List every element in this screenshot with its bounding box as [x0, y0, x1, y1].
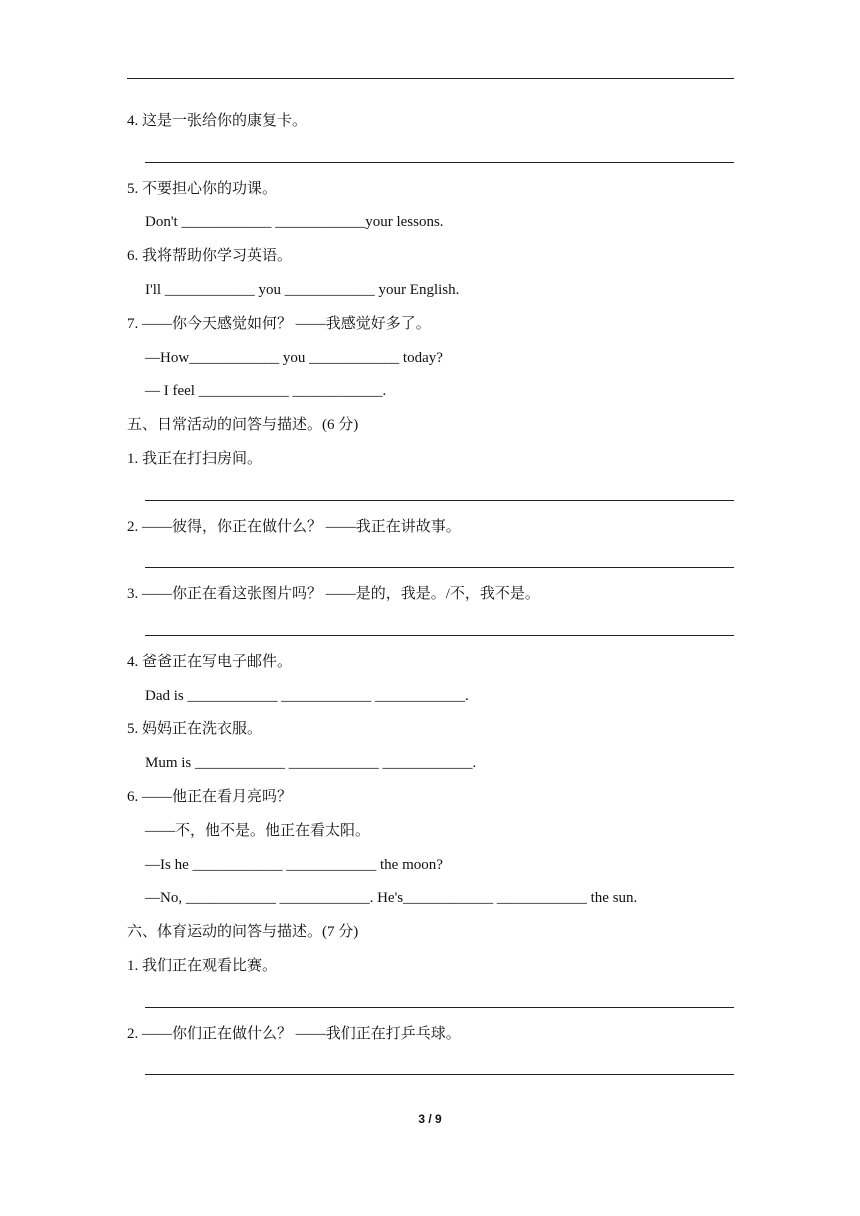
fill-in-line: —How____________ you ____________ today?: [145, 349, 443, 366]
question-line: 五、日常活动的问答与描述。(6 分): [127, 417, 359, 434]
question-line: 6. 我将帮助你学习英语。: [127, 248, 293, 265]
fill-in-line: — I feel ____________ ____________.: [145, 383, 387, 400]
header-rule: [127, 78, 734, 79]
answer-line[interactable]: [127, 139, 734, 173]
answer-line[interactable]: [127, 544, 734, 578]
answer-line[interactable]: [127, 612, 734, 646]
question-line: 4. 爸爸正在写电子邮件。: [127, 653, 293, 670]
fill-in-line: Mum is ____________ ____________ ____________.: [145, 755, 477, 772]
question-line: 7. ——你今天感觉如何？ ——我感觉好多了。: [127, 315, 431, 332]
question-line: 6. ——他正在看月亮吗？: [127, 788, 293, 805]
question-line: 3. ——你正在看这张图片吗？ ——是的，我是。/不，我不是。: [127, 586, 540, 603]
answer-line[interactable]: [127, 984, 734, 1018]
fill-in-line: I'll ____________ you ____________ your English.: [145, 281, 460, 298]
question-line: 5. 妈妈正在洗衣服。: [127, 721, 263, 738]
question-line: 5. 不要担心你的功课。: [127, 180, 278, 197]
question-line: 六、体育运动的问答与描述。(7 分): [127, 924, 359, 941]
question-line: 4. 这是一张给你的康复卡。: [127, 113, 308, 129]
fill-in-line: —Is he ____________ ____________ the moon?: [145, 856, 443, 873]
page-number: 3 / 9: [418, 1112, 442, 1126]
question-line: 1. 我们正在观看比赛。: [127, 957, 278, 974]
question-line: 2. ——你们正在做什么？ ——我们正在打乒乓球。: [127, 1025, 461, 1042]
question-line: 2. ——彼得，你正在做什么？ ——我正在讲故事。: [127, 518, 461, 535]
fill-in-line: ——不，他不是。他正在看太阳。: [145, 822, 371, 839]
answer-line[interactable]: [127, 1051, 734, 1085]
question-line: 1. 我正在打扫房间。: [127, 450, 263, 467]
fill-in-line: Don't ____________ ____________your lessons.: [145, 214, 444, 231]
fill-in-line: Dad is ____________ ____________ ____________.: [145, 687, 469, 704]
fill-in-line: —No, ____________ ____________. He's____________ ____________ the sun.: [145, 890, 638, 907]
answer-line[interactable]: [127, 477, 734, 511]
worksheet-content: [127, 105, 734, 1085]
